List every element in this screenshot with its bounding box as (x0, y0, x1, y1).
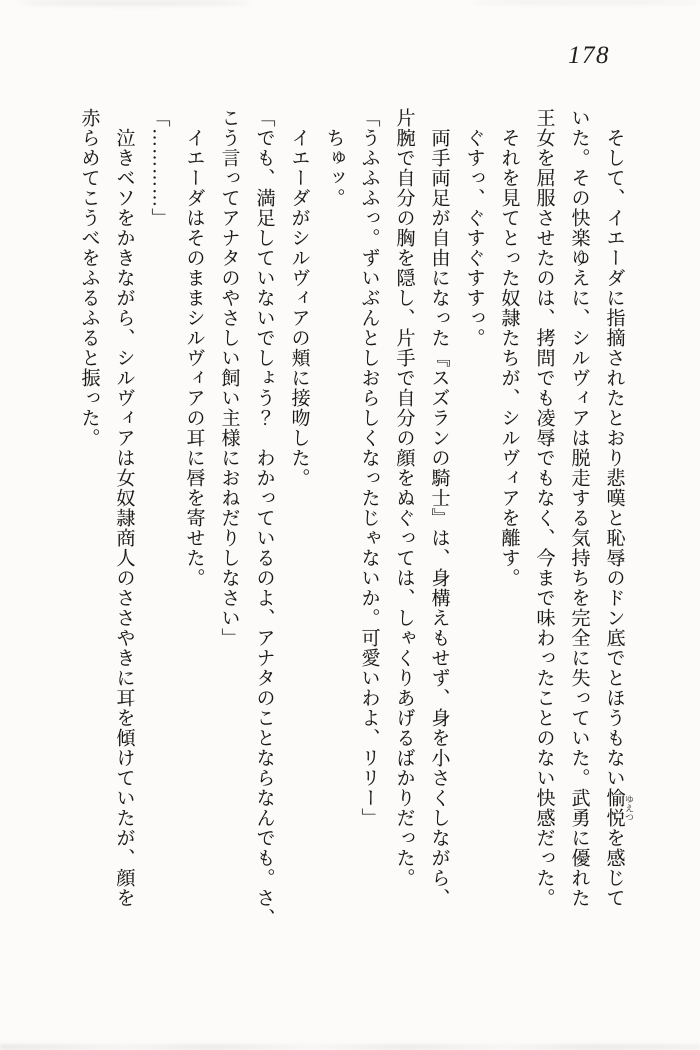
scan-artifact-top-right (470, 0, 700, 5)
text-line: 「でも、満足していないでしょう？ わかっているのよ、アナタのことならなんでも。さ、 (253, 108, 275, 928)
text-line: 王女を屈服させたのは、拷問でも凌辱でもなく、今まで味わったことのない快感だった。 (533, 108, 555, 908)
scan-artifact-top-left (20, 0, 250, 6)
text-line: こう言ってアナタのやさしい飼い主様におねだりしなさい」 (218, 108, 240, 648)
furigana-base: 愉悦 ゆえつ (603, 788, 634, 828)
text-line: イエーダがシルヴィアの頬に接吻した。 (288, 128, 310, 488)
scan-artifact-bottom (0, 1044, 700, 1050)
text-line: 「うふふふっ。ずいぶんとしおらしくなったじゃないか。可愛いわよ、リリー」 (358, 108, 380, 828)
text-line: ぐすっ、ぐすぐすすっ。 (463, 128, 485, 348)
text-line: ちゅッ。 (323, 128, 345, 208)
furigana-reading: ゆえつ (624, 788, 634, 828)
text-line: 片腕で自分の胸を隠し、片手で自分の顔をぬぐっては、しゃくりあげるばかりだった。 (393, 108, 415, 888)
text-line: イエーダはそのままシルヴィアの耳に唇を寄せた。 (183, 128, 205, 588)
page-number: 178 (568, 42, 610, 69)
text-line: 赤らめてこうべをふるふると振った。 (78, 108, 100, 448)
text-line: いた。その快楽ゆえに、シルヴィアは脱走する気持ちを完全に失っていた。武勇に優れた (568, 108, 590, 908)
text-line: 泣きベソをかきながら、シルヴィアは女奴隷商人のささやきに耳を傾けていたが、顔を (113, 128, 135, 908)
text-line: 両手両足が自由になった『スズランの騎士』は、身構えもせず、身を小さくしながら、 (428, 128, 450, 908)
text-line: それを見てとった奴隷たちが、シルヴィアを離す。 (498, 128, 520, 588)
text-line: 「…………」 (148, 108, 170, 228)
text-line: そして、イエーダに指摘されたとおり悲嘆と恥辱のドン底でとほうもない愉悦 ゆえつを感じて (603, 128, 634, 908)
text-block (72, 108, 635, 946)
